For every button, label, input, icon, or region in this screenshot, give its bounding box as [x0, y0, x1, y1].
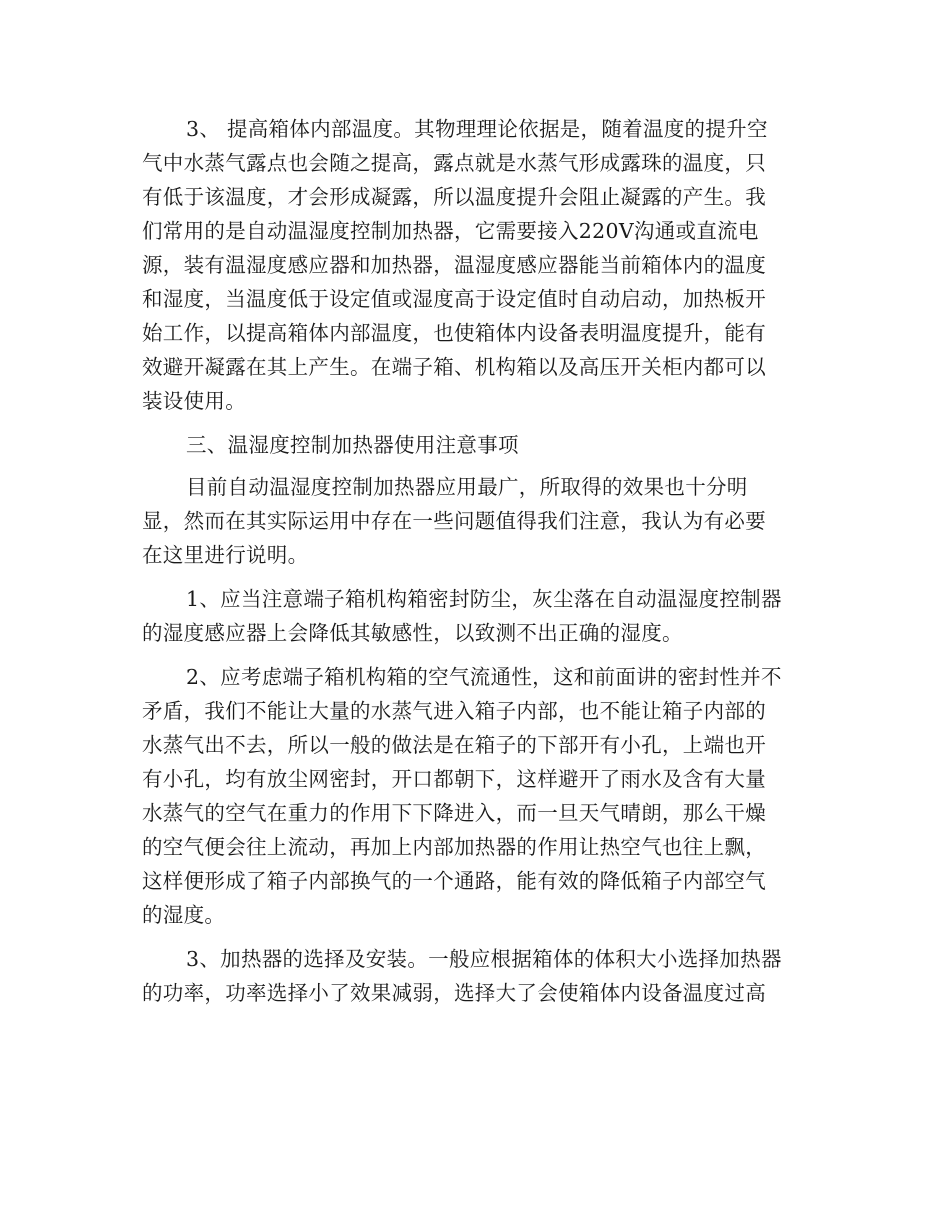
text-line: 气中水蒸气露点也会随之提高，露点就是水蒸气形成露珠的温度，只 — [142, 151, 766, 175]
text-line: 装设使用。 — [142, 389, 246, 413]
text-line: 的湿度。 — [142, 903, 226, 927]
paragraph-item-3 — [142, 942, 802, 1010]
text-line: 3、加热器的选择及安装。一般应根据箱体的体积大小选择加热器 — [186, 947, 782, 971]
section-heading-text: 三、温湿度控制加热器使用注意事项 — [186, 433, 519, 457]
text-line: 有小孔，均有放尘网密封，开口都朝下，这样避开了雨水及含有大量 — [142, 767, 766, 791]
text-line: 有低于该温度，才会形成凝露，所以温度提升会阻止凝露的产生。我 — [142, 185, 766, 209]
text-line: 显，然而在其实际运用中存在一些问题值得我们注意，我认为有必要 — [142, 509, 766, 533]
text-line: 目前自动温湿度控制加热器应用最广，所取得的效果也十分明 — [186, 475, 748, 499]
text-line: 3、 提高箱体内部温度。其物理理论依据是，随着温度的提升空 — [186, 117, 768, 141]
text-line: 1、应当注意端子箱机构箱密封防尘，灰尘落在自动温湿度控制器 — [186, 587, 782, 611]
text-line: 在这里进行说明。 — [142, 543, 309, 567]
text-line: 矛盾，我们不能让大量的水蒸气进入箱子内部，也不能让箱子内部的 — [142, 699, 766, 723]
text-line: 源，装有温湿度感应器和加热器，温湿度感应器能当前箱体内的温度 — [142, 253, 766, 277]
section-heading — [142, 428, 802, 462]
text-line: 水蒸气出不去，所以一般的做法是在箱子的下部开有小孔，上端也开 — [142, 733, 766, 757]
text-line: 们常用的是自动温湿度控制加热器，它需要接入220V沟通或直流电 — [142, 219, 759, 243]
text-line: 的空气便会往上流动，再加上内部加热器的作用让热空气也往上飘， — [142, 835, 766, 859]
paragraph-item-1 — [142, 582, 802, 650]
text-line: 水蒸气的空气在重力的作用下下降进入，而一旦天气晴朗，那么干燥 — [142, 801, 766, 825]
text-line: 和湿度，当温度低于设定值或湿度高于设定值时自动启动，加热板开 — [142, 287, 766, 311]
text-line: 2、应考虑端子箱机构箱的空气流通性，这和前面讲的密封性并不 — [186, 665, 782, 689]
paragraph-raise-temperature — [142, 112, 802, 418]
text-line: 始工作，以提高箱体内部温度，也使箱体内设备表明温度提升，能有 — [142, 321, 766, 345]
text-line: 的湿度感应器上会降低其敏感性，以致测不出正确的湿度。 — [142, 621, 683, 645]
text-line: 效避开凝露在其上产生。在端子箱、机构箱以及高压开关柜内都可以 — [142, 355, 766, 379]
text-line: 的功率，功率选择小了效果减弱，选择大了会使箱体内设备温度过高 — [142, 981, 766, 1005]
text-line: 这样便形成了箱子内部换气的一个通路，能有效的降低箱子内部空气 — [142, 869, 766, 893]
document-page — [142, 112, 802, 1010]
paragraph-intro — [142, 470, 802, 572]
paragraph-item-2 — [142, 660, 802, 932]
